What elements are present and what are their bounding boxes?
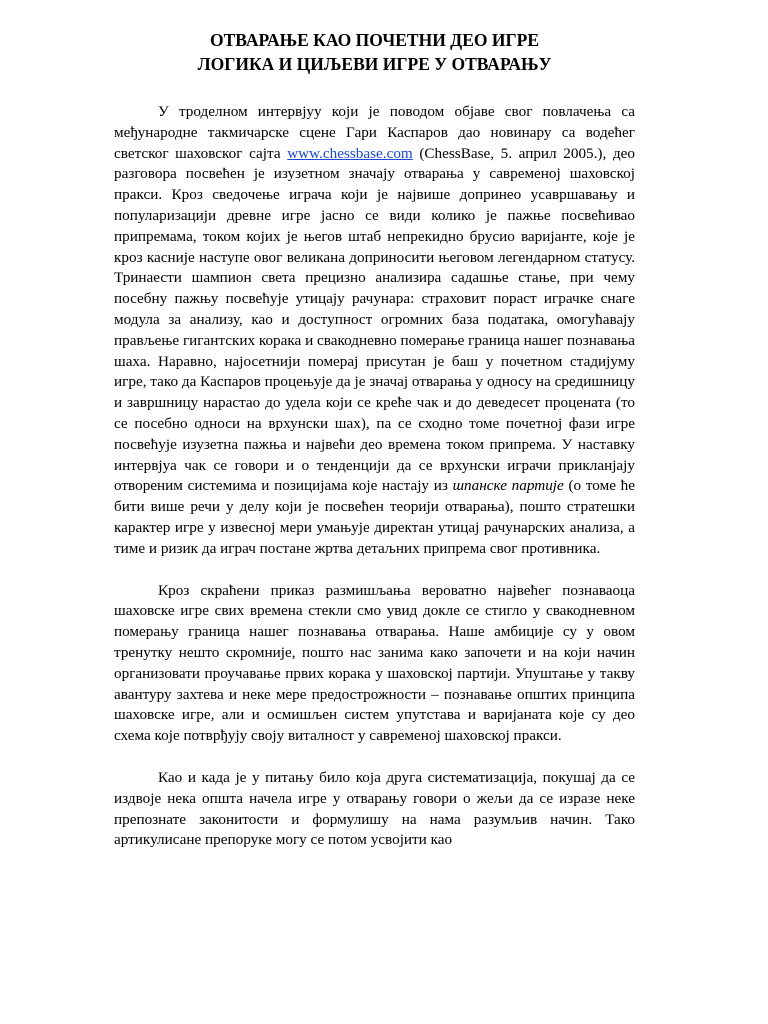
paragraph-1-text-c: (о томе ће бити више речи у делу који је посвећен теорији отварања), пошто стратешки карактер игре у извесној мери умањује директан утицај рачунарских анализа, а тиме и ризик да играч постане жртва детаљних припрема свог противника. [114, 477, 635, 557]
paragraph-spacer [114, 747, 635, 768]
italic-term: шпанске партије [452, 477, 564, 495]
paragraph-2: Кроз скраћени приказ размишљања вероватно највећег познаваоца шаховске игре свих времена стекли смо увид докле се стигло у свакодневном померању граница нашег познавања отварања. Наше амбиције су у овом тренутку нешто скромније, пошто нас занима како започети и на који начин организовати проучавање првих корака у шаховској партији. Упуштање у такву авантуру захтева и неке мере предострожности – познавање општих принципа шаховске игре, али и осмишљен систем упутстава и варијаната које су део схема које потврђују своју виталност у савременој шаховској пракси. [114, 581, 635, 745]
paragraph-3: Као и када је у питању било која друга систематизација, покушај да се издвоје нека општа начела игре у отварању говори о жељи да се изразе неке препознате законитости и формулишу на нама разумљив начин. Тако артикулисане препоруке могу се потом усвојити као [114, 768, 635, 849]
chessbase-link[interactable]: www.chessbase.com [287, 144, 413, 162]
paragraph-spacer [114, 560, 635, 581]
paragraph-1 [114, 102, 635, 560]
title-line-1: ОТВАРАЊЕ КАО ПОЧЕТНИ ДЕО ИГРЕ [210, 30, 539, 50]
document-page [114, 28, 635, 851]
paragraph-1-text-a: У троделном интервјуу који је поводом објаве свог повлачења са међународне такмичарске сцене Гари Каспаров дао новинару са водећег светског шаховског сајта [114, 103, 635, 162]
title-line-2: ЛОГИКА И ЦИЉЕВИ ИГРЕ У ОТВАРАЊУ [197, 54, 552, 74]
paragraph-1-text-b: (ChessBase, 5. април 2005.), део разговора посвећен је изузетном значају отварања у савременој шаховској пракси. Кроз сведочење играча који је највише допринео усавршавању и популаризацији древне игре јасно се види колико је пажње посвећивао припремама, током којих је његов штаб непрекидно брусио варијанте, које је кроз касније наступе овог великана доприносити његовом легендарном статусу. Тринаести шампион света прецизно анализира садашње стање, при чему посебну пажњу посвећује утицају рачунара: страховит пораст играчке снаге модула за анализу, као и доступност огромних база података, омогућавају прављење гигантских корака и свакодневно померање граница нашег познавања шаха. Наравно, најосетнији померај присутан је баш у почетном стадијуму игре, тако да Каспаров процењује да је значај отварања у односу на средишницу и завршницу нарастао до удела који се креће чак и до деведесет процената (то се посебно односи на врхунски шах), па се сходно томе почетној фази игре посвећује изузетна пажња и највећи део времена током припрема. У наставку интервјуа чак се говори и о тенденцији да се врхунски играчи прикланјају отвореним системима и позицијама које настају из [114, 144, 635, 495]
